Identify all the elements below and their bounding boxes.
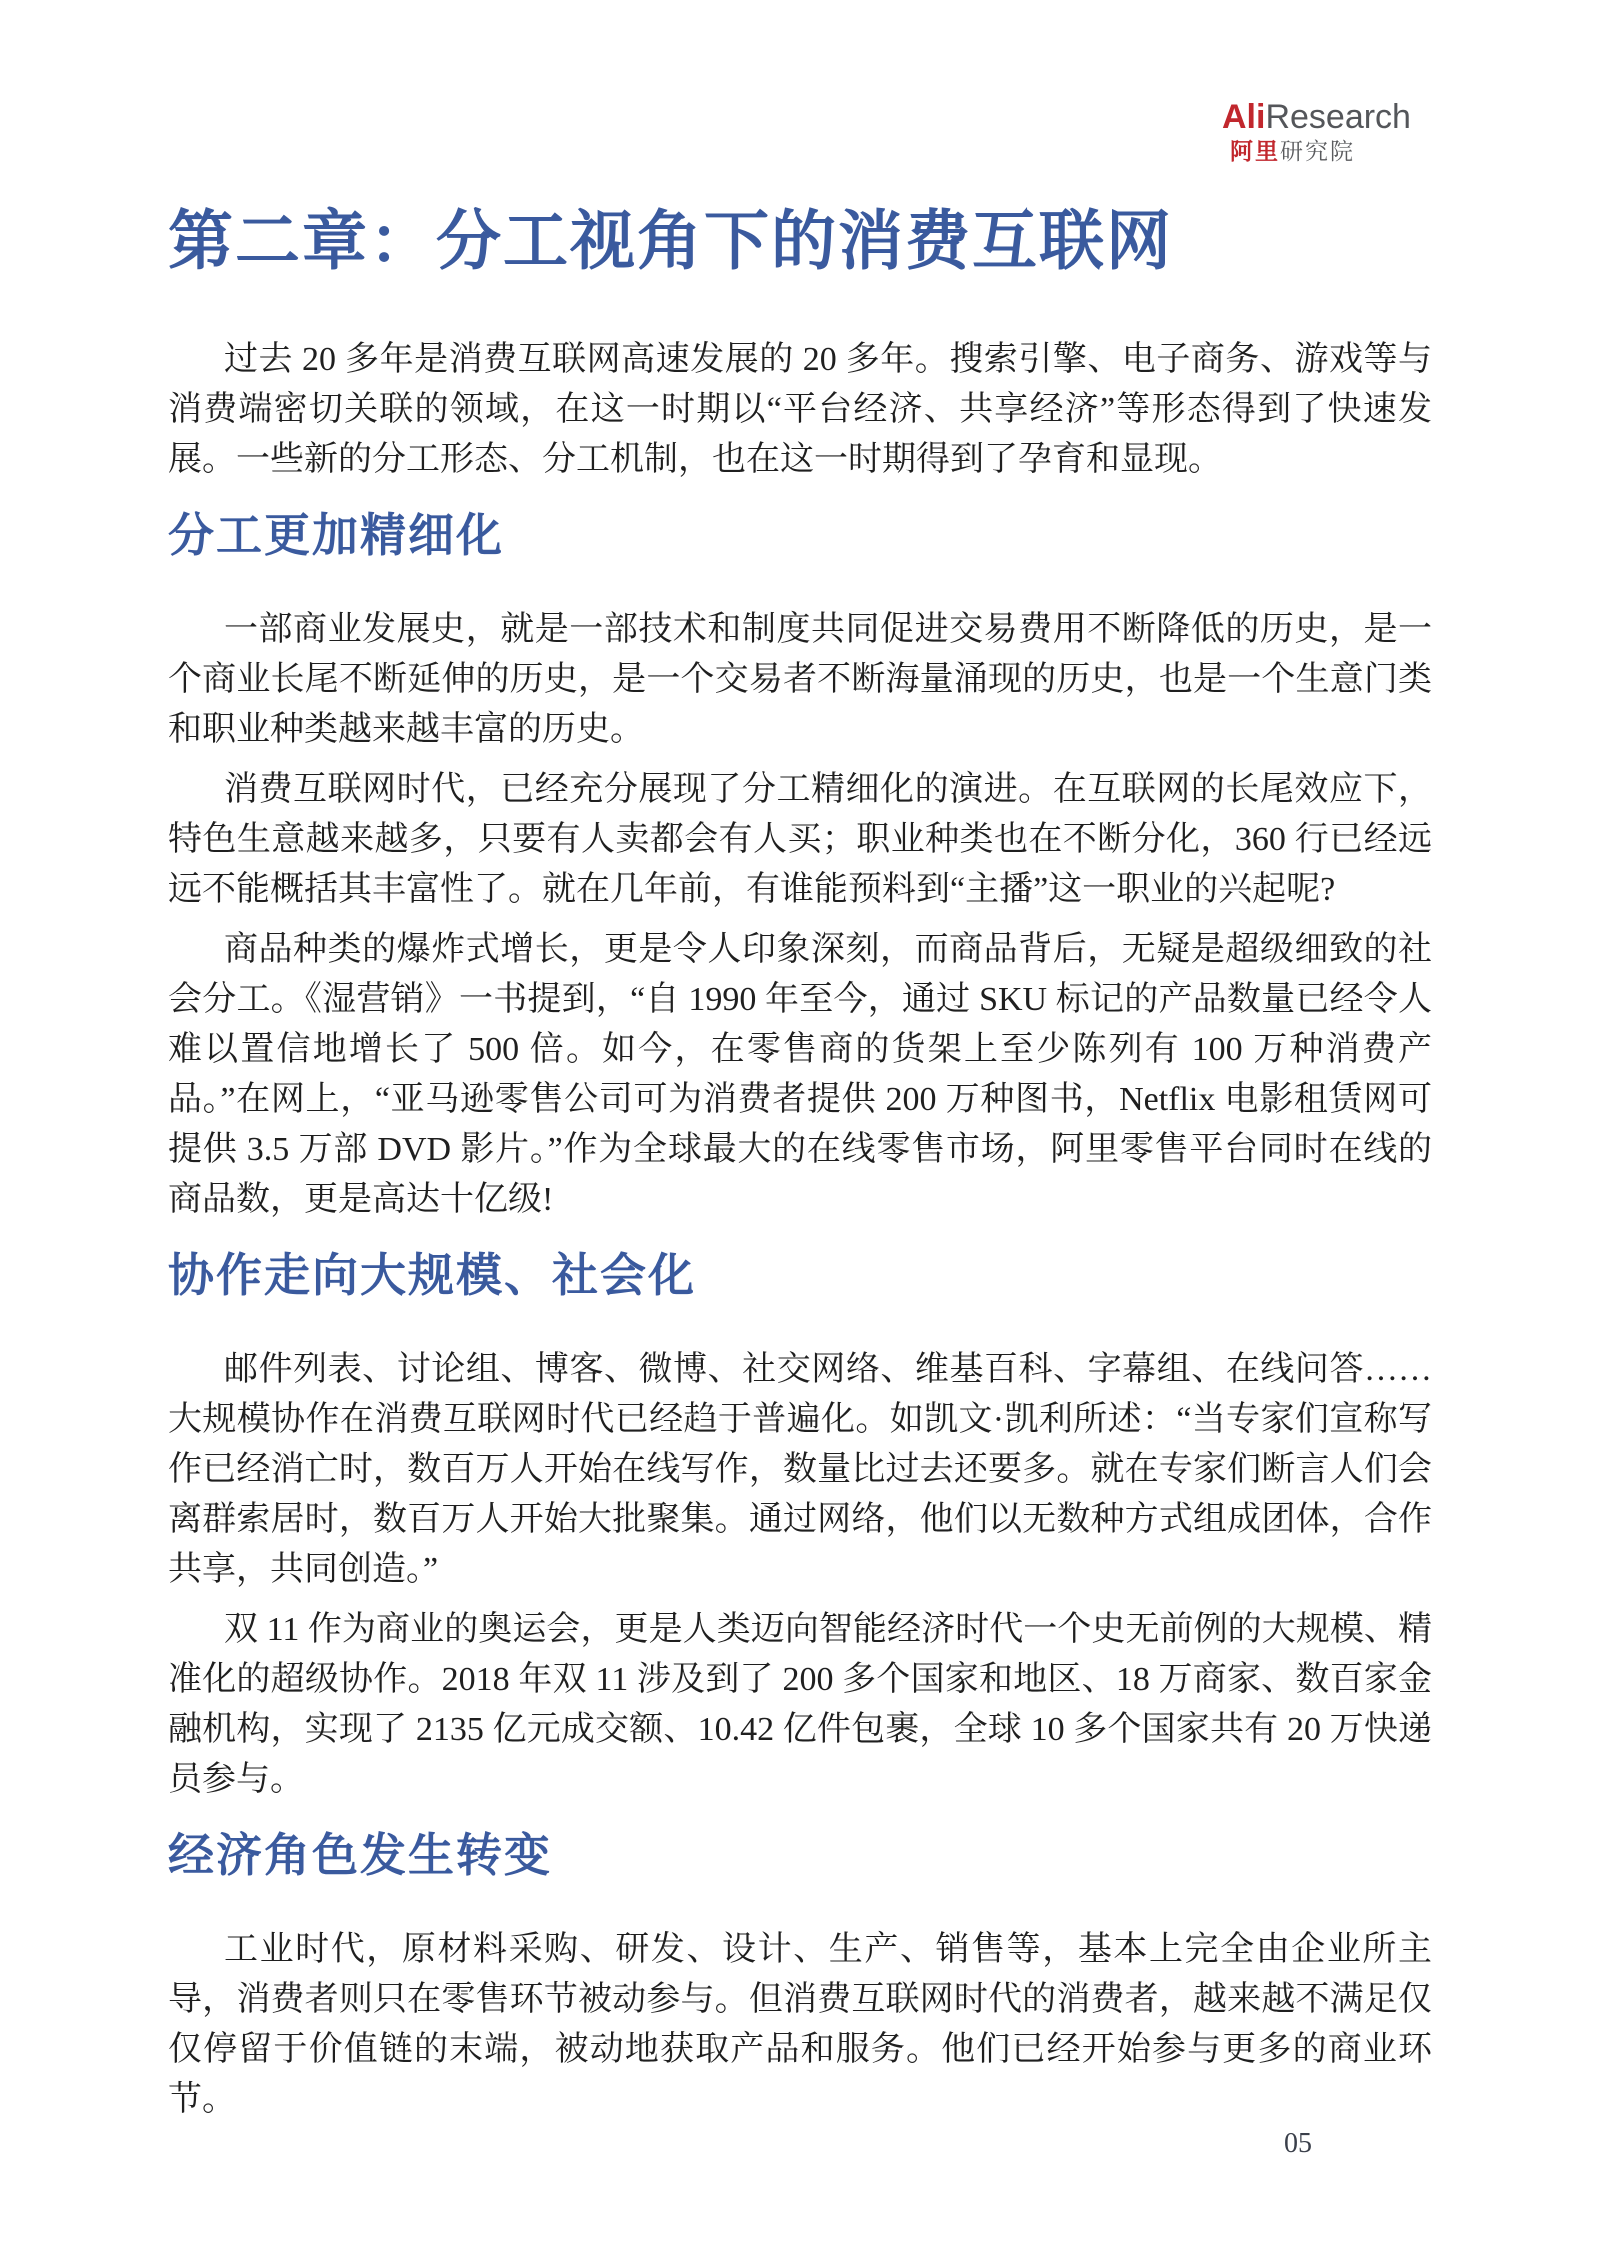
logo-ali-text: Ali (1222, 98, 1266, 136)
section-economic-role-change (168, 1827, 1432, 2125)
body-paragraph: 一部商业发展史，就是一部技术和制度共同促进交易费用不断降低的历史，是一个商业长尾不断延伸的历史，是一个交易者不断海量涌现的历史，也是一个生意门类和职业种类越来越丰富的历史。 (168, 611, 1432, 748)
body-paragraph: 工业时代，原材料采购、研发、设计、生产、销售等，基本上完全由企业所主导，消费者则只在零售环节被动参与。但消费互联网时代的消费者，越来越不满足仅仅停留于价值链的末端，被动地获取产品和服务。他们已经开始参与更多的商业环节。 (168, 1931, 1432, 2118)
section-heading-division-refinement: 分工更加精细化 (168, 509, 504, 561)
section-heading-large-scale-collaboration: 协作走向大规模、社会化 (168, 1249, 696, 1301)
body-paragraph: 消费互联网时代，已经充分展现了分工精细化的演进。在互联网的长尾效应下，特色生意越来越多，只要有人卖都会有人买；职业种类也在不断分化，360 行已经远远不能概括其丰富性了。就在几年前，有谁能预料到“主播”这一职业的兴起呢? (168, 771, 1432, 908)
logo-research-text: Research (1265, 98, 1411, 136)
body-paragraph: 商品种类的爆炸式增长，更是令人印象深刻，而商品背后，无疑是超级细致的社会分工。《湿营销》一书提到，“自 1990 年至今，通过 SKU 标记的产品数量已经令人难以置信地增长了 500 倍。如今，在零售商的货架上至少陈列有 100 万种消费产品。”在网上，“亚马逊零售公司可为消费者提供 200 万种图书，Netflix 电影租赁网可提供 3.5 万部 DVD 影片。”作为全球最大的在线零售市场，阿里零售平台同时在线的商品数，更是高达十亿级! (168, 931, 1432, 1218)
logo-institute-cn-text: 研究院 (1280, 137, 1355, 164)
body-paragraph: 邮件列表、讨论组、博客、微博、社交网络、维基百科、字幕组、在线问答……大规模协作在消费互联网时代已经趋于普遍化。如凯文·凯利所述：“当专家们宣称写作已经消亡时，数百万人开始在线写作，数量比过去还要多。就在专家们断言人们会离群索居时，数百万人开始大批聚集。通过网络，他们以无数种方式组成团体，合作共享，共同创造。” (168, 1351, 1432, 1588)
section-large-scale-collaboration (168, 1247, 1432, 1805)
section-division-refinement (168, 507, 1432, 1225)
page-content (168, 0, 1432, 2135)
intro-paragraph: 过去 20 多年是消费互联网高速发展的 20 多年。搜索引擎、电子商务、游戏等与消费端密切关联的领域，在这一时期以“平台经济、共享经济”等形态得到了快速发展。一些新的分工形态、分工机制，也在这一时期得到了孕育和显现。 (168, 341, 1432, 478)
page-number: 05 (1284, 2128, 1312, 2159)
chapter-title: 第二章：分工视角下的消费互联网 (168, 204, 1174, 277)
logo-ali-cn-text: 阿里 (1230, 137, 1280, 164)
body-paragraph: 双 11 作为商业的奥运会，更是人类迈向智能经济时代一个史无前例的大规模、精准化的超级协作。2018 年双 11 涉及到了 200 多个国家和地区、18 万商家、数百家金融机构，实现了 2135 亿元成交额、10.42 亿件包裹，全球 10 多个国家共有 20 万快递员参与。 (168, 1611, 1432, 1798)
section-heading-economic-role-change: 经济角色发生转变 (168, 1829, 552, 1881)
